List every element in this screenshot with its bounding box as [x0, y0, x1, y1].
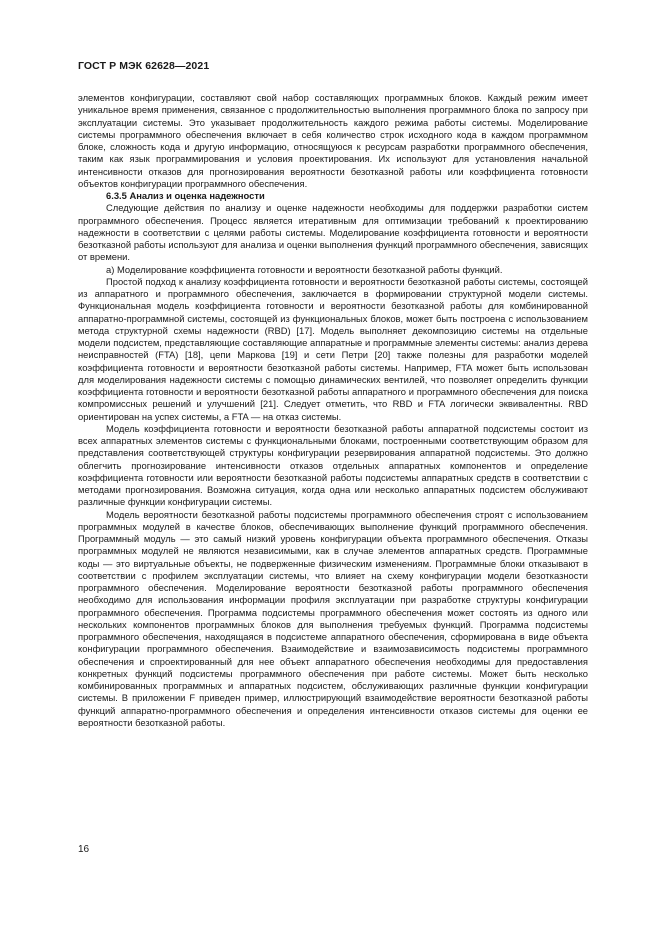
paragraph-continuation: элементов конфигурации, составляют свой набор составляющих программных блоков. Каждый режим имеет уникальное время применения, связанное с продолжительностью выполнения программного блока по запросу при эксплуатации системы. Это указывает продолжительность каждого режима работы системы. Моделирование системы программного обеспечения включает в себя количество строк исходного кода в каждом программном блоке, сложность кода и другую информацию, относящуюся к ресурсам разработки программного обеспечения, таким как язык программирования и условия проектирования. Их используют для установления начальной интенсивности отказов для прогнозирования вероятности безотказной работы или коэффициента готовности объектов конфигурации программного обеспечения. — [78, 92, 588, 189]
page-number: 16 — [78, 844, 90, 855]
document-body — [78, 92, 588, 729]
paragraph-analysis-intro: Следующие действия по анализу и оценке надежности необходимы для поддержки разработки систем программного обеспечения. Процесс является итеративным для оптимизации требований к проектированию надежности в соответствии с целями работы системы. Моделирование коэффициента готовности и вероятности безотказной работы используют для анализа и оценки выполнения функций программного обеспечения, зависящих от времени. — [78, 202, 588, 263]
paragraph-rbd-approach: Простой подход к анализу коэффициента готовности и вероятности безотказной работы системы, состоящей из аппаратного и программного обеспечения, заключается в формировании структурной модели системы. Функциональная модель коэффициента готовности и вероятности безотказной работы для комбинированной аппаратно-программной системы, состоящей из функциональных блоков, может быть построена с использованием метода структурной схемы надежности (RBD) [17]. Модель выполняет декомпозицию системы на отдельные модели подсистем, представляющие составляющие аппаратные и программные элементы системы: анализ дерева неисправностей (FTA) [18], цепи Маркова [19] и сети Петри [20] также полезны для разработки моделей коэффициента готовности и вероятности безотказной работы системы. Например, FTA может быть использован для моделирования надежности системы с помощью динамических вентилей, что позволяет определить функции коэффициента готовности и вероятности безотказной работы аппаратного и программного обеспечения для поиска компромиссных решений и улучшений [21]. Следует отметить, что RBD и FTA логически эквивалентны. RBD ориентирован на успех системы, а FTA — на отказ системы. — [78, 275, 588, 422]
page-header-standard: ГОСТ Р МЭК 62628—2021 — [78, 60, 210, 72]
paragraph-hardware-model: Модель коэффициента готовности и вероятности безотказной работы аппаратной подсистемы состоит из всех аппаратных элементов системы с функциональными блоками, построенными соответствующим образом для представления соответствующей структуры конфигурации резервирования аппаратной подсистемы. Это должно облегчить прогнозирование интенсивности отказов отдельных аппаратных компонентов и определение коэффициента готовности или вероятности безотказной работы подсистемы аппаратных средств в соответствии с методами прогнозирования. Возможна ситуация, когда одна или несколько аппаратных подсистем обслуживают различные функции конфигурации системы. — [78, 422, 588, 508]
paragraph-software-model: Модель вероятности безотказной работы подсистемы программного обеспечения строят с использованием программных модулей в качестве блоков, обеспечивающих выполнение функций программного обеспечения. Программный модуль — это самый низкий уровень конфигурации объекта программного обеспечения. Отказы программных модулей не являются независимыми, как в случае элементов аппаратных средств. Программные коды — это виртуальные объекты, не подверженные физическим изменениям. Программные блоки отказывают в соответствии с профилем эксплуатации системы, что влияет на схему конфигурации модели безотказности программного обеспечения. Моделирование вероятности безотказной работы программного обеспечения необходимо для использования информации профиля эксплуатации при разработке структуры конфигурации программного обеспечения. Программа подсистемы программного обеспечения может состоять из одного или нескольких компонентов программных блоков для выполнения требуемых функций. Программа подсистемы программного обеспечения, находящаяся в подсистеме аппаратного обеспечения, сформирована в виде объекта конфигурации программного обеспечения. Взаимодействие и взаимозависимость подсистемы программного обеспечения и спроектированный для нее объект аппаратного обеспечения необходимы для предоставления конкретных функций подсистемы программного обеспечения при работе системы. Может быть несколько комбинированных программных и аппаратных подсистем, обслуживающих различные функции конфигурации системы. В приложении F приведен пример, иллюстрирующий взаимодействие вероятности безотказной работы функций аппаратно-программного обеспечения и определения интенсивности отказов системы для оценки ее вероятности безотказной работы. — [78, 508, 588, 728]
section-heading: 6.3.5 Анализ и оценка надежности — [106, 190, 265, 201]
list-item-a: а) Моделирование коэффициента готовности и вероятности безотказной работы функций. — [106, 263, 503, 275]
